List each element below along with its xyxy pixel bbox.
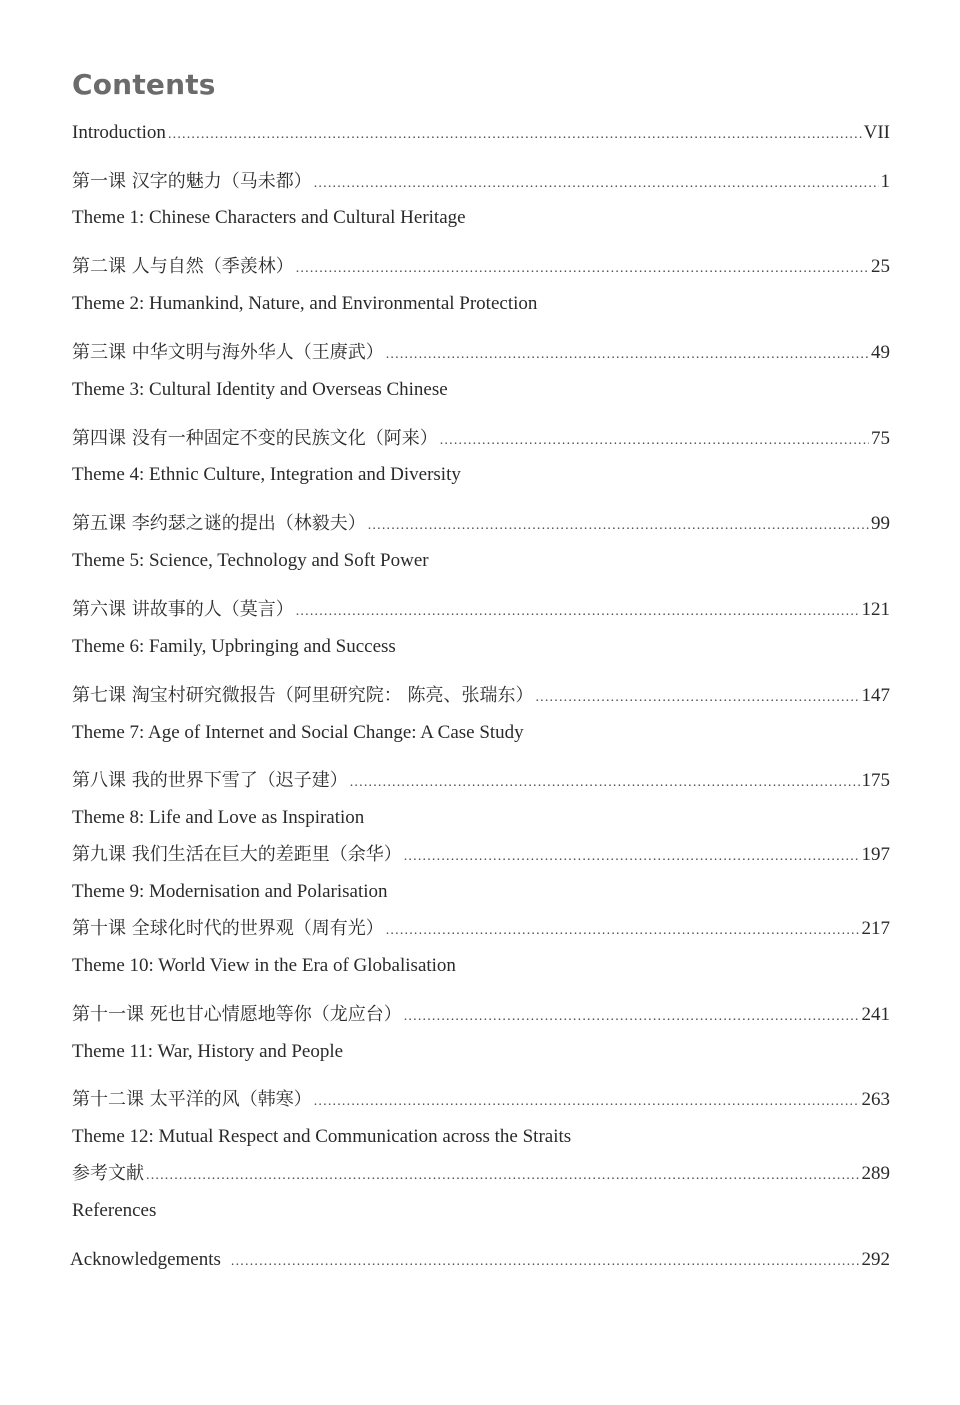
toc-entry-lesson-4[interactable] [72,426,890,452]
toc-entry-label: 第十二课 太平洋的风（韩寒） [72,1089,312,1110]
toc-entry-introduction[interactable] [72,120,890,146]
toc-entry-references[interactable] [72,1161,890,1187]
toc-page-number: 147 [861,685,890,706]
toc-page-number: 121 [861,599,890,620]
toc-entry-lesson-2[interactable] [72,254,890,280]
dot-leader [296,256,869,282]
toc-page-number: 292 [861,1249,890,1270]
toc-references-subtitle: References [72,1200,157,1221]
toc-entry-label: 参考文献 [72,1163,144,1184]
toc-theme-11: Theme 11: War, History and People [72,1041,344,1062]
dot-leader [440,428,869,454]
toc-theme-7: Theme 7: Age of Internet and Social Change: A Case Study [72,722,524,743]
toc-theme-8: Theme 8: Life and Love as Inspiration [72,807,365,828]
dot-leader [296,599,860,625]
dot-leader [404,1004,860,1030]
toc-entry-label: 第一课 汉字的魅力（马未都） [72,171,312,192]
toc-theme-1: Theme 1: Chinese Characters and Cultural Heritage [72,207,466,228]
toc-page-number: 289 [861,1163,890,1184]
toc-theme-2: Theme 2: Humankind, Nature, and Environmental Protection [72,293,538,314]
toc-page-number: 263 [861,1089,890,1110]
toc-theme-4: Theme 4: Ethnic Culture, Integration and Diversity [72,464,461,485]
toc-theme-5: Theme 5: Science, Technology and Soft Power [72,550,429,571]
toc-theme-9: Theme 9: Modernisation and Polarisation [72,881,388,902]
toc-entry-label: 第八课 我的世界下雪了（迟子建） [72,770,348,791]
toc-entry-label: 第四课 没有一种固定不变的民族文化（阿来） [72,428,438,449]
toc-entry-label: 第二课 人与自然（季羡林） [72,256,294,277]
toc-theme-10: Theme 10: World View in the Era of Globalisation [72,955,456,976]
dot-leader [535,685,859,711]
toc-theme-3: Theme 3: Cultural Identity and Overseas Chinese [72,379,448,400]
toc-entry-lesson-7[interactable] [72,683,890,709]
toc-entry-label: 第六课 讲故事的人（莫言） [72,599,294,620]
toc-entry-lesson-10[interactable] [72,916,890,942]
toc-entry-label: Acknowledgements [70,1249,221,1270]
toc-entry-label: 第五课 李约瑟之谜的提出（林毅夫） [72,513,366,534]
page-title: Contents [72,68,216,101]
toc-page-number: 175 [861,770,890,791]
dot-leader [314,1089,860,1115]
toc-page-number: 1 [880,171,890,192]
toc-theme-6: Theme 6: Family, Upbringing and Success [72,636,396,657]
toc-entry-lesson-6[interactable] [72,597,890,623]
toc-entry-lesson-9[interactable] [72,842,890,868]
toc-entry-label: 第十课 全球化时代的世界观（周有光） [72,918,384,939]
toc-page-number: 217 [861,918,890,939]
toc-page-number: 49 [871,342,890,363]
dot-leader [368,513,869,539]
toc-page-number: 25 [871,256,890,277]
toc-entry-label: 第十一课 死也甘心情愿地等你（龙应台） [72,1004,402,1025]
dot-leader [231,1249,860,1275]
dot-leader [386,342,869,368]
toc-entry-lesson-5[interactable] [72,511,890,537]
toc-theme-12: Theme 12: Mutual Respect and Communication across the Straits [72,1126,572,1147]
dot-leader [146,1163,860,1189]
toc-entry-lesson-11[interactable] [72,1002,890,1028]
dot-leader [168,122,862,148]
dot-leader [314,171,879,197]
toc-entry-acknowledgements[interactable] [70,1247,890,1273]
toc-entry-lesson-12[interactable] [72,1087,890,1113]
dot-leader [350,770,860,796]
toc-page-number: 197 [861,844,890,865]
toc-entry-label: 第七课 淘宝村研究微报告（阿里研究院： 陈亮、张瑞东） [72,685,534,706]
toc-entry-label: 第三课 中华文明与海外华人（王赓武） [72,342,384,363]
toc-entry-lesson-1[interactable] [72,169,890,195]
dot-leader [404,844,860,870]
toc-page-number: 75 [871,428,890,449]
toc-entry-lesson-8[interactable] [72,768,890,794]
dot-leader [386,918,860,944]
toc-page-number: 241 [861,1004,890,1025]
toc-page-number: 99 [871,513,890,534]
toc-entry-lesson-3[interactable] [72,340,890,366]
toc-entry-label: Introduction [72,122,166,143]
toc-entry-label: 第九课 我们生活在巨大的差距里（余华） [72,844,402,865]
toc-page-number: VII [863,122,890,143]
